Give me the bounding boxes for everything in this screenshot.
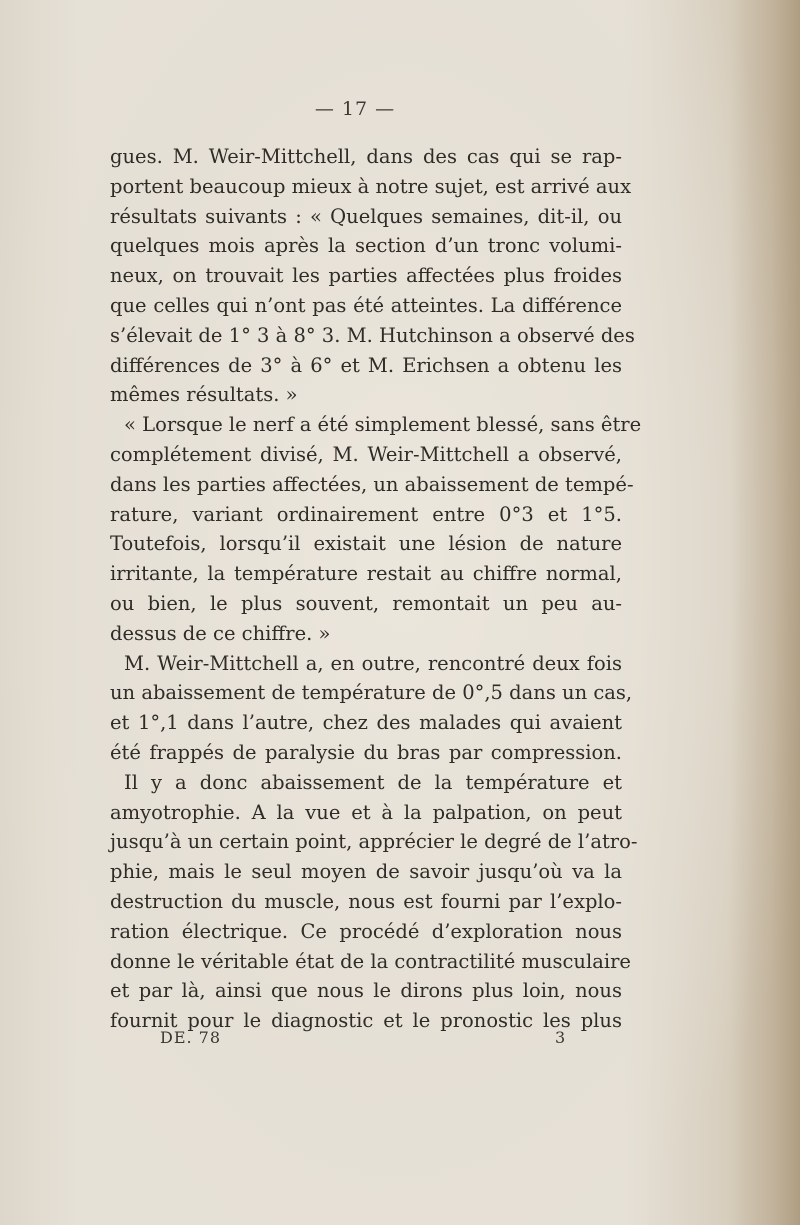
text-line: donne le véritable état de la contractilité musculaire (110, 949, 631, 973)
text-line: été frappés de paralysie du bras par compression. (110, 740, 622, 764)
text-line: amyotrophie. A la vue et à la palpation, on peut (110, 800, 622, 824)
page-edge-shading (730, 0, 800, 1225)
text-line: dessus de ce chiffre. » (110, 621, 331, 645)
text-line: M. Weir-Mittchell a, en outre, rencontré deux fois (124, 651, 622, 675)
text-line: portent beaucoup mieux à notre sujet, est arrivé aux (110, 174, 632, 198)
text-line: et 1°,1 dans l’autre, chez des malades qui avaient (110, 711, 622, 735)
text-line: quelques mois après la section d’un tronc volumi- (110, 234, 622, 258)
text-line: destruction du muscle, nous est fourni par l’explo- (110, 889, 622, 913)
text-line: que celles qui n’ont pas été atteintes. La différence (110, 293, 622, 317)
text-line: s’élevait de 1° 3 à 8° 3. M. Hutchinson a observé des (110, 323, 635, 347)
text-line: « Lorsque le nerf a été simplement blessé, sans être (124, 413, 642, 437)
text-line: rature, variant ordinairement entre 0°3 et 1°5. (110, 502, 622, 526)
text-line: mêmes résultats. » (110, 383, 298, 407)
text-line: Il y a donc abaissement de la température et (124, 770, 622, 794)
text-line: gues. M. Weir-Mittchell, dans des cas qui se rap- (110, 145, 622, 168)
text-line: résultats suivants : « Quelques semaines, dit-il, ou (110, 204, 622, 228)
text-line: et par là, ainsi que nous le dirons plus loin, nous (110, 979, 622, 1003)
printer-signature: DE. 78 (160, 1028, 222, 1047)
text-line: différences de 3° à 6° et M. Erichsen a obtenu les (110, 353, 622, 377)
text-line: ration électrique. Ce procédé d’exploration nous (110, 919, 622, 943)
text-line: neux, on trouvait les parties affectées plus froides (110, 264, 622, 288)
text-line: ou bien, le plus souvent, remontait un peu au- (110, 591, 622, 615)
text-line: phie, mais le seul moyen de savoir jusqu’où va la (110, 860, 622, 884)
sheet-number: 3 (555, 1028, 566, 1047)
text-line: fournit pour le diagnostic et le pronostic les plus (110, 1009, 622, 1033)
body-text (110, 142, 642, 1036)
text-line: irritante, la température restait au chiffre normal, (110, 562, 622, 586)
text-line: un abaissement de température de 0°,5 dans un cas, (110, 681, 633, 705)
text-line: complétement divisé, M. Weir-Mittchell a observé, (110, 442, 622, 466)
page-number: — 17 — (314, 98, 396, 120)
text-line: jusqu’à un certain point, apprécier le degré de l’atro- (110, 830, 638, 854)
text-line: dans les parties affectées, un abaissement de tempé- (110, 472, 634, 496)
text-line: Toutefois, lorsqu’il existait une lésion de nature (110, 532, 622, 556)
